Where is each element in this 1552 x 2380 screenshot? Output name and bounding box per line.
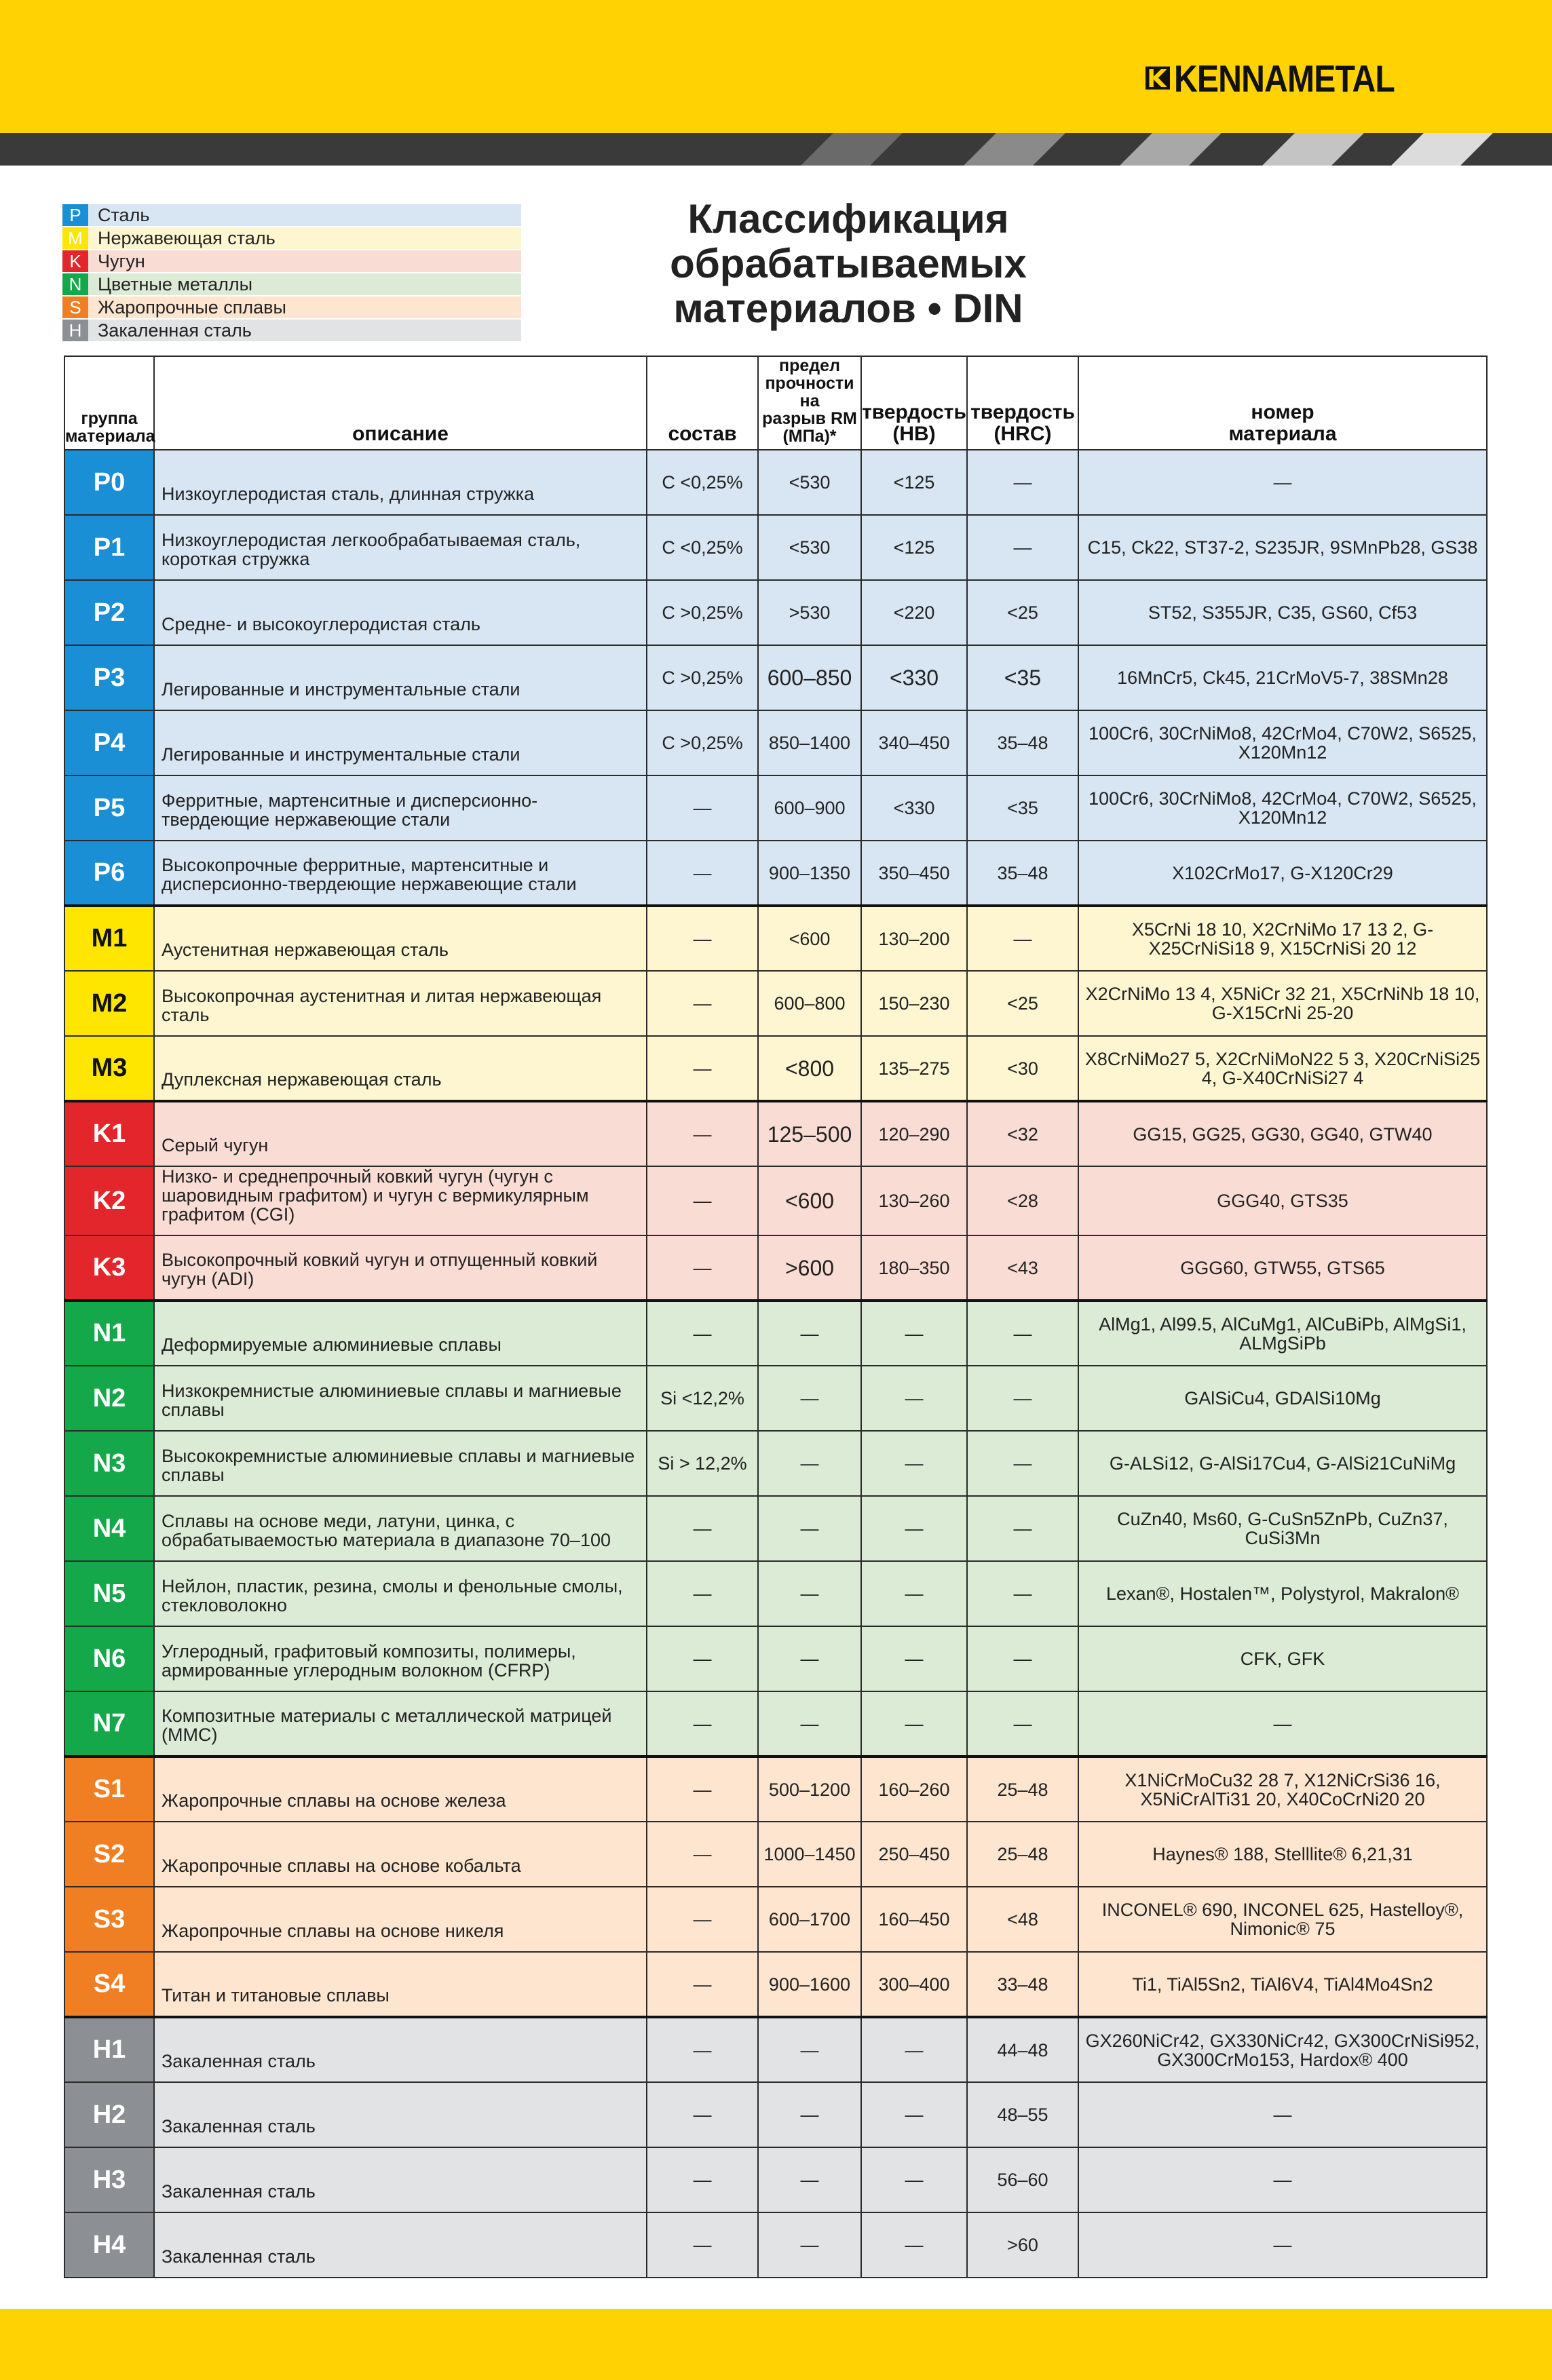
tensile-cell: 1000–1450	[758, 1822, 861, 1887]
hardness-hb-cell: <220	[861, 580, 967, 645]
legend-label: Закаленная сталь	[88, 320, 521, 341]
legend-code: P	[62, 204, 88, 226]
material-number-cell: GG15, GG25, GG30, GG40, GTW40	[1078, 1101, 1487, 1166]
header-composition: состав	[647, 356, 758, 450]
material-code-cell: N6	[64, 1626, 154, 1691]
hardness-hrc-cell: —	[967, 1691, 1078, 1757]
table-row	[64, 450, 1487, 515]
hardness-hrc-cell: —	[967, 906, 1078, 971]
composition-cell: —	[647, 1822, 758, 1887]
material-code-cell: K1	[64, 1101, 154, 1166]
table-row	[64, 2082, 1487, 2147]
composition-cell: —	[647, 775, 758, 841]
table-row	[64, 841, 1487, 906]
composition-cell: C >0,25%	[647, 645, 758, 710]
tensile-cell: —	[758, 1431, 861, 1496]
composition-cell: —	[647, 1757, 758, 1822]
description-cell: Жаропрочные сплавы на основе железа	[154, 1757, 647, 1822]
hardness-hb-cell: 340–450	[861, 710, 967, 775]
hardness-hrc-cell: —	[967, 1496, 1078, 1561]
table-row	[64, 1822, 1487, 1887]
material-code-cell: S2	[64, 1822, 154, 1887]
material-number-cell: X5CrNi 18 10, X2CrNiMo 17 13 2, G-X25CrNiSi18 9, X15CrNiSi 20 12	[1078, 906, 1487, 971]
composition-cell: —	[647, 1691, 758, 1757]
hardness-hb-cell: 160–260	[861, 1757, 967, 1822]
materials-table	[64, 356, 1488, 2278]
hardness-hb-cell: —	[861, 1561, 967, 1626]
title-line-3: материалов • DIN	[673, 286, 1023, 331]
hardness-hrc-cell: <30	[967, 1036, 1078, 1101]
header-description: описание	[154, 356, 647, 450]
hardness-hb-cell: —	[861, 1301, 967, 1366]
description-cell: Жаропрочные сплавы на основе никеля	[154, 1887, 647, 1952]
composition-cell: —	[647, 2082, 758, 2147]
legend-label: Цветные металлы	[88, 273, 521, 295]
description-cell: Высокопрочные ферритные, мартенситные и дисперсионно-твердеющие нержавеющие стали	[154, 841, 647, 906]
hardness-hrc-cell: —	[967, 450, 1078, 515]
header-group: группа материала	[64, 356, 154, 450]
hardness-hb-cell: —	[861, 2212, 967, 2278]
legend-item	[62, 319, 521, 342]
composition-cell: C <0,25%	[647, 515, 758, 580]
table-row	[64, 1757, 1487, 1822]
material-number-cell: C15, Ck22, ST37-2, S235JR, 9SMnPb28, GS38	[1078, 515, 1487, 580]
material-code-cell: H3	[64, 2147, 154, 2212]
brand-name: KENNAMETAL	[1174, 56, 1395, 100]
legend-item	[62, 227, 521, 250]
table-row	[64, 1496, 1487, 1561]
hardness-hrc-cell: —	[967, 1366, 1078, 1431]
hardness-hb-cell: 135–275	[861, 1036, 967, 1101]
hardness-hrc-cell: <35	[967, 645, 1078, 710]
material-number-cell: GAlSiCu4, GDAlSi10Mg	[1078, 1366, 1487, 1431]
description-cell: Сплавы на основе меди, латуни, цинка, с обрабатываемостью материала в диапазоне 70–100	[154, 1496, 647, 1561]
hardness-hrc-cell: 44–48	[967, 2017, 1078, 2082]
legend-code: S	[62, 296, 88, 318]
composition-cell: —	[647, 1235, 758, 1301]
table-row	[64, 775, 1487, 841]
description-cell: Деформируемые алюминиевые сплавы	[154, 1301, 647, 1366]
tensile-cell: 850–1400	[758, 710, 861, 775]
hardness-hb-cell: 130–200	[861, 906, 967, 971]
header-hardness-hb: твердость (HB)	[861, 356, 967, 450]
hardness-hrc-cell: —	[967, 1561, 1078, 1626]
description-cell: Титан и титановые сплавы	[154, 1952, 647, 2017]
material-number-cell: ST52, S355JR, C35, GS60, Cf53	[1078, 580, 1487, 645]
bottom-yellow-band	[0, 2309, 1552, 2380]
hardness-hb-cell: 350–450	[861, 841, 967, 906]
composition-cell: —	[647, 1626, 758, 1691]
hardness-hb-cell: —	[861, 2147, 967, 2212]
material-number-cell: —	[1078, 450, 1487, 515]
table-row	[64, 1431, 1487, 1496]
title-line-1: Классификация	[687, 196, 1009, 242]
tensile-cell: <600	[758, 1166, 861, 1235]
table-header-row	[64, 356, 1487, 450]
composition-cell: C <0,25%	[647, 450, 758, 515]
material-code-cell: P0	[64, 450, 154, 515]
hardness-hrc-cell: <25	[967, 580, 1078, 645]
hardness-hrc-cell: <32	[967, 1101, 1078, 1166]
material-number-cell: —	[1078, 1691, 1487, 1757]
hardness-hb-cell: 300–400	[861, 1952, 967, 2017]
description-cell: Низкокремнистые алюминиевые сплавы и магниевые сплавы	[154, 1366, 647, 1431]
material-group-legend	[62, 204, 521, 342]
material-code-cell: P1	[64, 515, 154, 580]
tensile-cell: >530	[758, 580, 861, 645]
material-code-cell: S4	[64, 1952, 154, 2017]
table-row	[64, 515, 1487, 580]
hardness-hb-cell: 130–260	[861, 1166, 967, 1235]
composition-cell: —	[647, 1887, 758, 1952]
composition-cell: Si > 12,2%	[647, 1431, 758, 1496]
material-code-cell: K2	[64, 1166, 154, 1235]
legend-label: Чугун	[88, 250, 521, 272]
legend-label: Сталь	[88, 204, 521, 226]
hardness-hb-cell: <330	[861, 775, 967, 841]
composition-cell: —	[647, 841, 758, 906]
material-number-cell: CFK, GFK	[1078, 1626, 1487, 1691]
composition-cell: —	[647, 1036, 758, 1101]
material-number-cell: GGG60, GTW55, GTS65	[1078, 1235, 1487, 1301]
description-cell: Аустенитная нержавеющая сталь	[154, 906, 647, 971]
hardness-hrc-cell: <35	[967, 775, 1078, 841]
hardness-hb-cell: —	[861, 1366, 967, 1431]
table-row	[64, 1561, 1487, 1626]
material-code-cell: H4	[64, 2212, 154, 2278]
hardness-hrc-cell: 48–55	[967, 2082, 1078, 2147]
legend-code: N	[62, 273, 88, 295]
hardness-hrc-cell: 56–60	[967, 2147, 1078, 2212]
hardness-hrc-cell: >60	[967, 2212, 1078, 2278]
legend-label: Нержавеющая сталь	[88, 227, 521, 249]
composition-cell: —	[647, 2212, 758, 2278]
kennametal-k-mark-icon	[1146, 49, 1170, 107]
description-cell: Жаропрочные сплавы на основе кобальта	[154, 1822, 647, 1887]
hardness-hb-cell: —	[861, 1691, 967, 1757]
tensile-cell: <530	[758, 450, 861, 515]
table-row	[64, 1036, 1487, 1101]
table-row	[64, 710, 1487, 775]
tensile-cell: 125–500	[758, 1101, 861, 1166]
hardness-hb-cell: 160–450	[861, 1887, 967, 1952]
table-row	[64, 645, 1487, 710]
description-cell: Низко- и среднепрочный ковкий чугун (чугун с шаровидным графитом) и чугун с вермикулярным графитом (CGI)	[154, 1166, 647, 1235]
material-number-cell: 100Cr6, 30CrNiMo8, 42CrMo4, C70W2, S6525, X120Mn12	[1078, 710, 1487, 775]
material-code-cell: N4	[64, 1496, 154, 1561]
table-row	[64, 1691, 1487, 1757]
hardness-hrc-cell: 33–48	[967, 1952, 1078, 2017]
description-cell: Высокопрочная аустенитная и литая нержавеющая сталь	[154, 971, 647, 1036]
tensile-cell: <800	[758, 1036, 861, 1101]
composition-cell: —	[647, 1166, 758, 1235]
tensile-cell: 600–800	[758, 971, 861, 1036]
material-code-cell: H2	[64, 2082, 154, 2147]
composition-cell: —	[647, 1101, 758, 1166]
hardness-hb-cell: —	[861, 1626, 967, 1691]
hardness-hrc-cell: —	[967, 1301, 1078, 1366]
hardness-hb-cell: —	[861, 1431, 967, 1496]
tensile-cell: —	[758, 1496, 861, 1561]
material-code-cell: K3	[64, 1235, 154, 1301]
composition-cell: Si <12,2%	[647, 1366, 758, 1431]
legend-code: M	[62, 227, 88, 249]
composition-cell: C >0,25%	[647, 580, 758, 645]
material-code-cell: M3	[64, 1036, 154, 1101]
description-cell: Закаленная сталь	[154, 2082, 647, 2147]
table-row	[64, 2147, 1487, 2212]
table-row	[64, 1235, 1487, 1301]
hardness-hb-cell: 180–350	[861, 1235, 967, 1301]
material-code-cell: N1	[64, 1301, 154, 1366]
hardness-hrc-cell: <25	[967, 971, 1078, 1036]
header-hardness-hrc: твердость (HRC)	[967, 356, 1078, 450]
material-code-cell: P5	[64, 775, 154, 841]
tensile-cell: —	[758, 2147, 861, 2212]
table-row	[64, 2017, 1487, 2082]
tensile-cell: <530	[758, 515, 861, 580]
description-cell: Высококремнистые алюминиевые сплавы и магниевые сплавы	[154, 1431, 647, 1496]
legend-label: Жаропрочные сплавы	[88, 296, 521, 318]
hardness-hb-cell: 120–290	[861, 1101, 967, 1166]
hardness-hb-cell: —	[861, 1496, 967, 1561]
material-code-cell: M2	[64, 971, 154, 1036]
tensile-cell: 500–1200	[758, 1757, 861, 1822]
legend-item	[62, 250, 521, 273]
hardness-hb-cell: 250–450	[861, 1822, 967, 1887]
material-code-cell: S3	[64, 1887, 154, 1952]
table-row	[64, 1166, 1487, 1235]
material-code-cell: P4	[64, 710, 154, 775]
description-cell: Нейлон, пластик, резина, смолы и фенольные смолы, стекловолокно	[154, 1561, 647, 1626]
header-material-number: номер материала	[1078, 356, 1487, 450]
description-cell: Легированные и инструментальные стали	[154, 645, 647, 710]
tensile-cell: —	[758, 2017, 861, 2082]
material-number-cell: CuZn40, Ms60, G-CuSn5ZnPb, CuZn37, CuSi3Mn	[1078, 1496, 1487, 1561]
hardness-hrc-cell: <28	[967, 1166, 1078, 1235]
description-cell: Закаленная сталь	[154, 2212, 647, 2278]
table-row	[64, 906, 1487, 971]
legend-item	[62, 204, 521, 227]
hardness-hrc-cell: <48	[967, 1887, 1078, 1952]
composition-cell: C >0,25%	[647, 710, 758, 775]
tensile-cell: <600	[758, 906, 861, 971]
hardness-hb-cell: <125	[861, 450, 967, 515]
material-number-cell: X8CrNiMo27 5, X2CrNiMoN22 5 3, X20CrNiSi25 4, G-X40CrNiSi27 4	[1078, 1036, 1487, 1101]
material-code-cell: N7	[64, 1691, 154, 1757]
hardness-hb-cell: <330	[861, 645, 967, 710]
material-code-cell: N2	[64, 1366, 154, 1431]
tensile-cell: —	[758, 2082, 861, 2147]
hardness-hrc-cell: <43	[967, 1235, 1078, 1301]
table-row	[64, 971, 1487, 1036]
hardness-hrc-cell: 35–48	[967, 841, 1078, 906]
material-number-cell: Haynes® 188, Stelllite® 6,21,31	[1078, 1822, 1487, 1887]
table-row	[64, 1887, 1487, 1952]
description-cell: Композитные материалы с металлической матрицей (MMC)	[154, 1691, 647, 1757]
material-number-cell: GX260NiCr42, GX330NiCr42, GX300CrNiSi952, GX300CrMo153, Hardox® 400	[1078, 2017, 1487, 2082]
material-code-cell: N5	[64, 1561, 154, 1626]
hardness-hrc-cell: 25–48	[967, 1822, 1078, 1887]
hardness-hb-cell: —	[861, 2017, 967, 2082]
material-number-cell: X102CrMo17, G-X120Cr29	[1078, 841, 1487, 906]
composition-cell: —	[647, 906, 758, 971]
material-code-cell: H1	[64, 2017, 154, 2082]
composition-cell: —	[647, 1952, 758, 2017]
legend-code: K	[62, 250, 88, 272]
composition-cell: —	[647, 2147, 758, 2212]
material-code-cell: S1	[64, 1757, 154, 1822]
description-cell: Высокопрочный ковкий чугун и отпущенный ковкий чугун (ADI)	[154, 1235, 647, 1301]
table-row	[64, 2212, 1487, 2278]
material-code-cell: M1	[64, 906, 154, 971]
tensile-cell: 900–1600	[758, 1952, 861, 2017]
composition-cell: —	[647, 2017, 758, 2082]
page-title	[611, 197, 1086, 331]
hardness-hrc-cell: 25–48	[967, 1757, 1078, 1822]
hardness-hrc-cell: 35–48	[967, 710, 1078, 775]
tensile-cell: —	[758, 1561, 861, 1626]
tensile-cell: 600–1700	[758, 1887, 861, 1952]
tensile-cell: 900–1350	[758, 841, 861, 906]
description-cell: Закаленная сталь	[154, 2147, 647, 2212]
description-cell: Средне- и высокоуглеродистая сталь	[154, 580, 647, 645]
material-number-cell: 16MnCr5, Ck45, 21CrMoV5-7, 38SMn28	[1078, 645, 1487, 710]
table-row	[64, 1626, 1487, 1691]
tensile-cell: —	[758, 2212, 861, 2278]
title-line-2: обрабатываемых	[670, 241, 1027, 286]
table-row	[64, 580, 1487, 645]
composition-cell: —	[647, 971, 758, 1036]
material-number-cell: G-ALSi12, G-AlSi17Cu4, G-AlSi21CuNiMg	[1078, 1431, 1487, 1496]
description-cell: Закаленная сталь	[154, 2017, 647, 2082]
diagonal-stripe-band	[0, 133, 1552, 166]
tensile-cell: —	[758, 1301, 861, 1366]
description-cell: Углеродный, графитовый композиты, полимеры, армированные углеродным волокном (CFRP)	[154, 1626, 647, 1691]
material-number-cell: Ti1, TiAl5Sn2, TiAl6V4, TiAl4Mo4Sn2	[1078, 1952, 1487, 2017]
material-number-cell: AlMg1, Al99.5, AlCuMg1, AlCuBiPb, AlMgSi1, ALMgSiPb	[1078, 1301, 1487, 1366]
material-code-cell: N3	[64, 1431, 154, 1496]
hardness-hb-cell: 150–230	[861, 971, 967, 1036]
material-number-cell: X1NiCrMoCu32 28 7, X12NiCrSi36 16, X5NiCrAlTi31 20, X40CoCrNi20 20	[1078, 1757, 1487, 1822]
material-number-cell: INCONEL® 690, INCONEL 625, Hastelloy®, Nimonic® 75	[1078, 1887, 1487, 1952]
table-row	[64, 1952, 1487, 2017]
legend-item	[62, 273, 521, 296]
table-row	[64, 1366, 1487, 1431]
material-number-cell: X2CrNiMo 13 4, X5NiCr 32 21, X5CrNiNb 18 10, G-X15CrNi 25-20	[1078, 971, 1487, 1036]
table-row	[64, 1101, 1487, 1166]
material-number-cell: GGG40, GTS35	[1078, 1166, 1487, 1235]
kennametal-logo	[1146, 49, 1431, 107]
description-cell: Ферритные, мартенситные и дисперсионно-твердеющие нержавеющие стали	[154, 775, 647, 841]
legend-item	[62, 296, 521, 319]
description-cell: Низкоуглеродистая сталь, длинная стружка	[154, 450, 647, 515]
description-cell: Низкоуглеродистая легкообрабатываемая сталь, короткая стружка	[154, 515, 647, 580]
material-code-cell: P2	[64, 580, 154, 645]
description-cell: Дуплексная нержавеющая сталь	[154, 1036, 647, 1101]
tensile-cell: —	[758, 1691, 861, 1757]
tensile-cell: —	[758, 1366, 861, 1431]
material-number-cell: —	[1078, 2147, 1487, 2212]
tensile-cell: 600–900	[758, 775, 861, 841]
hardness-hb-cell: —	[861, 2082, 967, 2147]
material-number-cell: —	[1078, 2082, 1487, 2147]
header-tensile: предел прочности на разрыв RM (МПа)*	[758, 356, 861, 450]
legend-code: H	[62, 320, 88, 341]
description-cell: Серый чугун	[154, 1101, 647, 1166]
hardness-hb-cell: <125	[861, 515, 967, 580]
material-code-cell: P6	[64, 841, 154, 906]
hardness-hrc-cell: —	[967, 515, 1078, 580]
tensile-cell: 600–850	[758, 645, 861, 710]
composition-cell: —	[647, 1301, 758, 1366]
hardness-hrc-cell: —	[967, 1626, 1078, 1691]
composition-cell: —	[647, 1561, 758, 1626]
tensile-cell: >600	[758, 1235, 861, 1301]
composition-cell: —	[647, 1496, 758, 1561]
description-cell: Легированные и инструментальные стали	[154, 710, 647, 775]
table-row	[64, 1301, 1487, 1366]
material-number-cell: —	[1078, 2212, 1487, 2278]
material-code-cell: P3	[64, 645, 154, 710]
tensile-cell: —	[758, 1626, 861, 1691]
hardness-hrc-cell: —	[967, 1431, 1078, 1496]
material-number-cell: Lexan®, Hostalen™, Polystyrol, Makralon®	[1078, 1561, 1487, 1626]
material-number-cell: 100Cr6, 30CrNiMo8, 42CrMo4, C70W2, S6525, X120Mn12	[1078, 775, 1487, 841]
